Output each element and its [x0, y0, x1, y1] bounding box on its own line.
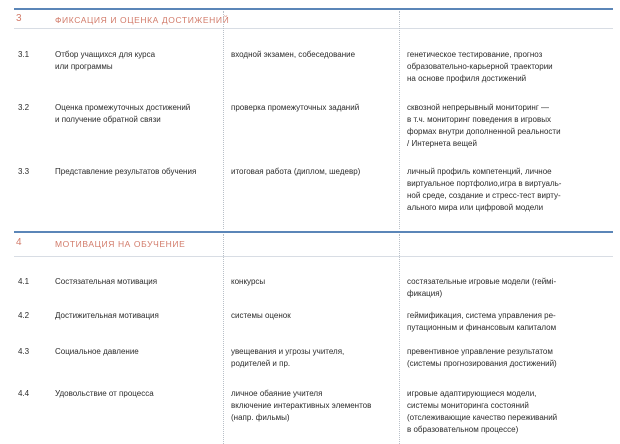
row-traditional-format: входной экзамен, собеседование	[231, 50, 356, 59]
row-new-format: сквозной непрерывный мониторинг — в т.ч. мониторинг поведения в игровых формах внутри дополненной реальности / Интернета вещей	[407, 103, 561, 148]
row-number: 4.4	[18, 389, 30, 398]
row-number: 4.2	[18, 311, 30, 320]
section-4-number: 4	[16, 237, 22, 248]
section-4-title: МОТИВАЦИЯ НА ОБУЧЕНИЕ	[55, 239, 186, 249]
row-number: 4.1	[18, 277, 30, 286]
row-traditional-format: проверка промежуточных заданий	[231, 103, 360, 112]
section-4-column-divider-2	[399, 234, 400, 444]
section-3-column-divider-2	[399, 11, 400, 229]
section-3-column-divider-1	[223, 11, 224, 229]
row-function: Удовольствие от процесса	[55, 389, 154, 398]
section-3-number: 3	[16, 13, 22, 24]
row-number: 3.1	[18, 50, 30, 59]
row-traditional-format: итоговая работа (диплом, шедевр)	[231, 167, 361, 176]
section-3-title: ФИКСАЦИЯ И ОЦЕНКА ДОСТИЖЕНИЙ	[55, 15, 230, 25]
section-4-top-rule	[14, 231, 613, 233]
row-new-format: генетическое тестирование, прогноз образовательно-карьерной траектории на основе профиля достижений	[407, 50, 553, 83]
row-new-format: личный профиль компетенций, личное виртуальное портфолио,игра в виртуаль- ной среде, создание и стресс-тест вирту- ального мира или цифровой модели	[407, 167, 562, 212]
row-number: 4.3	[18, 347, 30, 356]
row-number: 3.3	[18, 167, 30, 176]
row-number: 3.2	[18, 103, 30, 112]
section-3-top-rule	[14, 8, 613, 10]
row-new-format: состязательные игровые модели (геймі- фикация)	[407, 277, 557, 298]
row-function: Достижительная мотивация	[55, 311, 159, 320]
row-function: Отбор учащихся для курса или программы	[55, 50, 156, 71]
row-function: Состязательная мотивация	[55, 277, 158, 286]
row-function: Представление результатов обучения	[55, 167, 197, 176]
row-traditional-format: увещевания и угрозы учителя, родителей и пр.	[231, 347, 345, 368]
row-function: Социальное давление	[55, 347, 139, 356]
row-new-format: превентивное управление результатом (системы прогнозирования достижений)	[407, 347, 557, 368]
row-new-format: геймификация, система управления ре- путационным и финансовым капиталом	[407, 311, 557, 332]
row-function: Оценка промежуточных достижений и получение обратной связи	[55, 103, 191, 124]
row-traditional-format: системы оценок	[231, 311, 291, 320]
row-traditional-format: конкурсы	[231, 277, 266, 286]
row-new-format: игровые адаптирующиеся модели, системы мониторинга состояний (отслеживающие качество переживаний в образовательном процессе)	[407, 389, 558, 434]
section-4-column-divider-1	[223, 234, 224, 444]
row-traditional-format: личное обаяние учителя включение интерактивных элементов (напр. фильмы)	[231, 389, 372, 422]
section-3-header-divider	[14, 28, 613, 29]
section-4-header-divider	[14, 256, 613, 257]
